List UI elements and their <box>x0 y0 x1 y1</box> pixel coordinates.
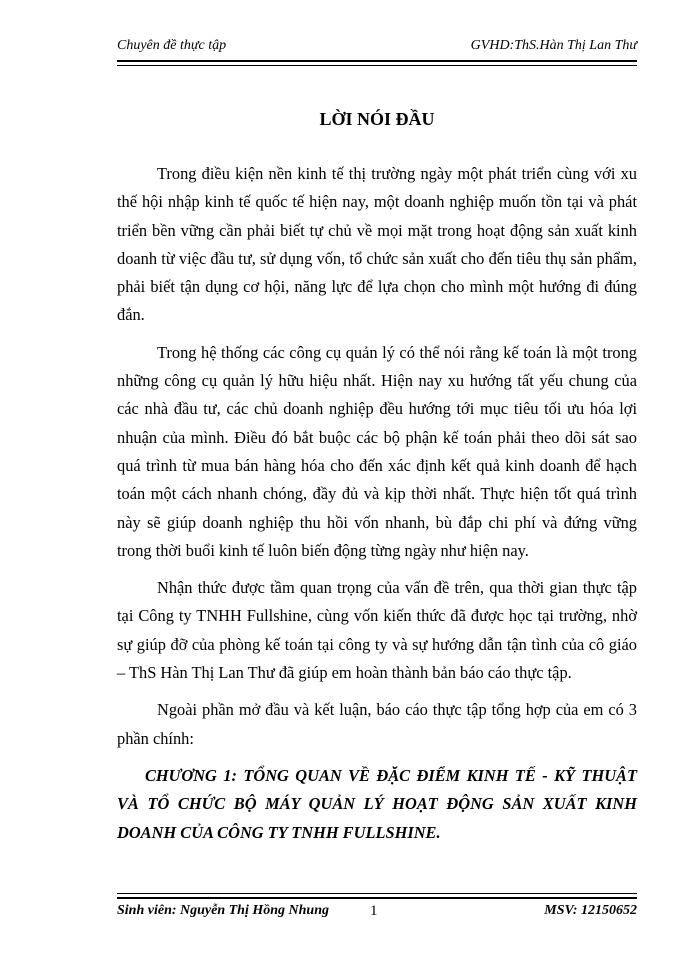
paragraph-2: Trong hệ thống các công cụ quản lý có thể nói rằng kế toán là một trong những công cụ quản lý hữu hiệu nhất. Hiện nay xu hướng tất yếu chung của các nhà đầu tư, các chủ doanh nghiệp đều hướng tới mục tiêu tối ưu hóa lợi nhuận của mình. Điều đó bắt buộc các bộ phận kế toán phải theo dõi sát sao quá trình từ mua bán hàng hóa cho đến xác định kết quả kinh doanh để hạch toán một cách nhanh chóng, đầy đủ và kịp thời nhất. Thực hiện tốt quá trình này sẽ giúp doanh nghiệp thu hồi vốn nhanh, bù đắp chi phí và đứng vững trong thời buổi kinh tế luôn biến động từng ngày như hiện nay. <box>117 342 637 560</box>
header-rule <box>117 60 637 66</box>
paragraph-3: Nhận thức được tầm quan trọng của vấn đề trên, qua thời gian thực tập tại Công ty TNHH Fullshine, cùng vốn kiến thức đã được học tại trường, nhờ sự giúp đỡ của phòng kế toán tại công ty và sự hướng dẫn tận tình của cô giáo – ThS Hàn Thị Lan Thư đã giúp em hoàn thành bản báo cáo thực tập. <box>117 578 637 683</box>
paragraph-1: Trong điều kiện nền kinh tế thị trường ngày một phát triển cùng với xu thế hội nhập kinh tế quốc tế hiện nay, một doanh nghiệp muốn tồn tại và phát triển bền vững cần phải biết tự chủ về mọi mặt trong hoạt động sản xuất kinh doanh từ việc đầu tư, sử dụng vốn, tổ chức sản xuất cho đến tiêu thụ sản phẩm, phải biết tận dụng cơ hội, năng lực để lựa chọn cho mình một hướng đi đúng đắn. <box>117 164 637 325</box>
chapter-1-heading <box>117 762 637 847</box>
page-header <box>117 38 637 54</box>
chapter-1-text: CHƯƠNG 1: TỔNG QUAN VỀ ĐẶC ĐIỂM KINH TẾ - KỸ THUẬT VÀ TỔ CHỨC BỘ MÁY QUẢN LÝ HOẠT ĐỘNG SẢN XUẤT KINH DOANH CỦA CÔNG TY TNHH FULLSHINE. <box>117 765 637 842</box>
page-number: 1 <box>370 903 378 919</box>
document-body <box>117 160 637 856</box>
header-subject: Chuyên đề thực tập <box>117 38 227 53</box>
footer-student: Sinh viên: Nguyễn Thị Hồng Nhung <box>117 903 329 918</box>
page-title: LỜI NÓI ĐẦU <box>319 109 435 129</box>
footer-student-id: MSV: 12150652 <box>544 903 637 918</box>
footer-rule <box>117 893 637 899</box>
header-advisor: GVHD:ThS.Hàn Thị Lan Thư <box>470 38 637 53</box>
paragraph-4: Ngoài phần mở đầu và kết luận, báo cáo thực tập tổng hợp của em có 3 phần chính: <box>117 700 637 748</box>
